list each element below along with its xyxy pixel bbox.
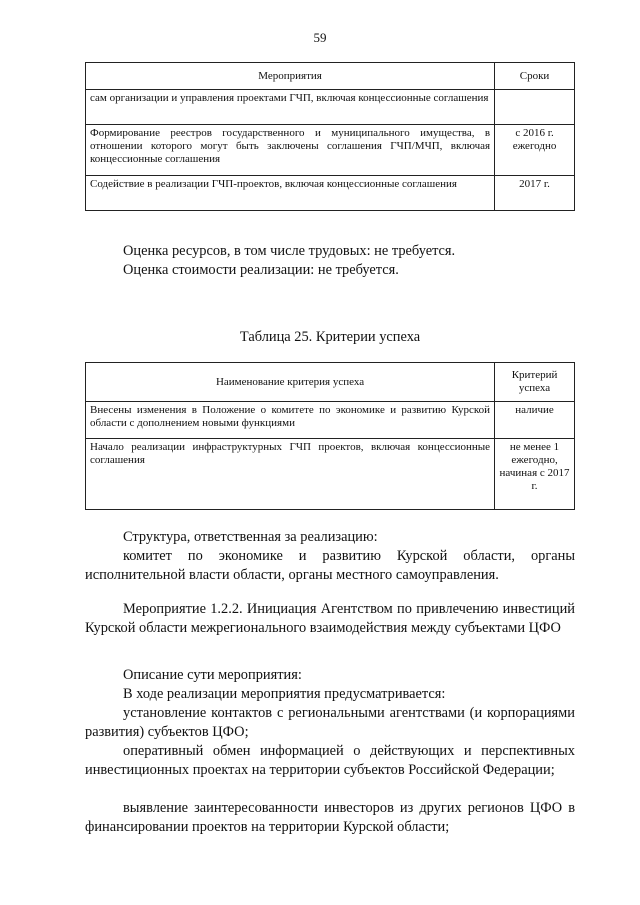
- header-terms: Сроки: [495, 63, 575, 90]
- description-item: оперативный обмен информацией о действующих и перспективных инвестиционных проектах на территории субъектов Российской Федерации;: [85, 743, 575, 778]
- success-criteria-table: [85, 362, 575, 510]
- table-row: [86, 90, 575, 125]
- cost-estimate: Оценка стоимости реализации: не требуется.: [123, 262, 399, 278]
- table-header-row: [86, 363, 575, 402]
- table-header-row: [86, 63, 575, 90]
- page-number: 59: [313, 30, 327, 45]
- structure-label: Структура, ответственная за реализацию:: [123, 529, 378, 545]
- structure-text: комитет по экономике и развитию Курской области, органы исполнительной власти области, органы местного самоуправления.: [85, 548, 575, 583]
- description-intro: В ходе реализации мероприятия предусматривается:: [123, 686, 446, 702]
- criterion-value-cell: не менее 1 ежегодно, начиная с 2017 г.: [495, 439, 575, 510]
- term-cell: с 2016 г. ежегодно: [495, 125, 575, 176]
- measures-table: [85, 62, 575, 211]
- table-row: [86, 176, 575, 211]
- header-criterion-name: Наименование критерия успеха: [86, 363, 495, 402]
- term-cell: 2017 г.: [495, 176, 575, 211]
- header-criterion-value: Критерий успеха: [495, 363, 575, 402]
- measure-cell: сам организации и управления проектами ГЧП, включая концессионные соглашения: [86, 90, 495, 125]
- description-label: Описание сути мероприятия:: [123, 667, 302, 683]
- term-cell: [495, 90, 575, 125]
- resources-estimate: Оценка ресурсов, в том числе трудовых: не требуется.: [123, 243, 456, 259]
- description-item: установление контактов с региональными агентствами (и корпорациями развития) субъектов ЦФО;: [85, 705, 575, 740]
- table-row: [86, 402, 575, 439]
- criterion-cell: Внесены изменения в Положение о комитете по экономике и развитию Курской области с дополнением новыми функциями: [86, 402, 495, 439]
- table-title: Таблица 25. Критерии успеха: [239, 329, 421, 345]
- table-row: [86, 439, 575, 510]
- header-measures: Мероприятия: [86, 63, 495, 90]
- measure-title: Мероприятие 1.2.2. Инициация Агентством по привлечению инвестиций Курской области межрегионального взаимодействия между субъектами ЦФО: [85, 601, 575, 636]
- measure-cell: Содействие в реализации ГЧП-проектов, включая концессионные соглашения: [86, 176, 495, 211]
- measure-cell: Формирование реестров государственного и муниципального имущества, в отношении которого могут быть заключены соглашения ГЧП/МЧП, включая концессионные соглашения: [86, 125, 495, 176]
- table-row: [86, 125, 575, 176]
- criterion-value-cell: наличие: [495, 402, 575, 439]
- description-item: выявление заинтересованности инвесторов из других регионов ЦФО в финансировании проектов на территории Курской области;: [85, 800, 575, 835]
- criterion-cell: Начало реализации инфраструктурных ГЧП проектов, включая концессионные соглашения: [86, 439, 495, 510]
